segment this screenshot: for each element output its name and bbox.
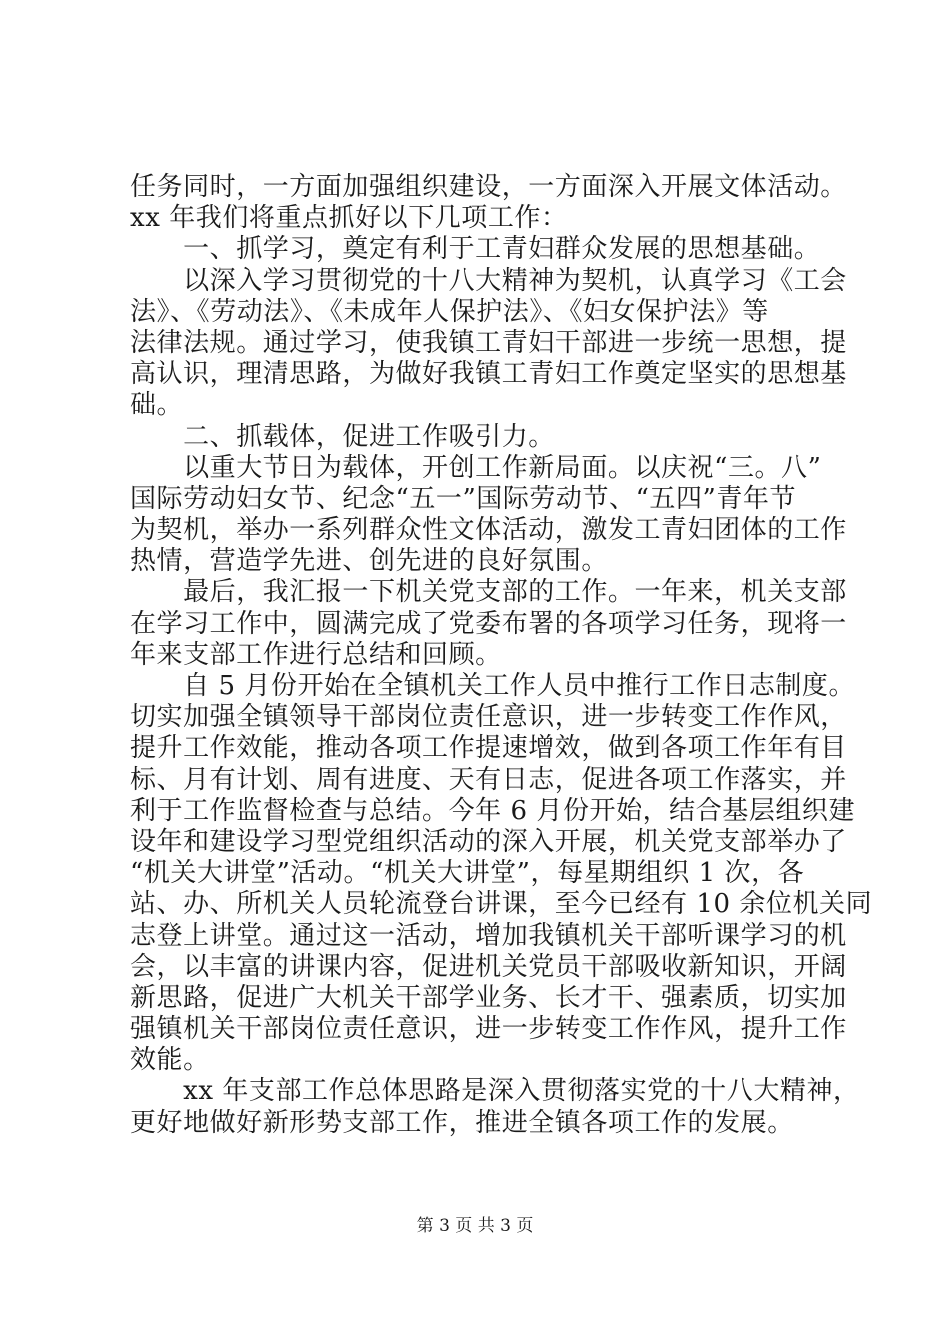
text-line: 为契机，举办一系列群众性文体活动，激发工青妇团体的工作 [130,515,847,546]
text-line: 强镇机关干部岗位责任意识，进一步转变工作作风，提升工作 [130,1014,847,1045]
text-line: xx 年支部工作总体思路是深入贯彻落实党的十八大精神， [130,1076,860,1107]
text-line: 年来支部工作进行总结和回顾。 [130,639,502,670]
text-line: 标、月有计划、周有进度、天有日志，促进各项工作落实，并 [130,764,847,795]
text-line: 会，以丰富的讲课内容，促进机关党员干部吸收新知识，开阔 [130,951,847,982]
text-line: 任务同时，一方面加强组织建设，一方面深入开展文体活动。 [130,172,847,202]
heading-line: 一、抓学习，奠定有利于工青妇群众发展的思想基础。 [130,234,821,265]
text-line: 切实加强全镇领导干部岗位责任意识，进一步转变工作作风， [130,702,847,733]
text-line: 更好地做好新形势支部工作，推进全镇各项工作的发展。 [130,1107,794,1138]
heading-line: 二、抓载体，促进工作吸引力。 [130,421,555,452]
text-line: 在学习工作中，圆满完成了党委布署的各项学习任务，现将一 [130,608,847,639]
text-line: 热情，营造学先进、创先进的良好氛围。 [130,546,608,577]
text-line: 设年和建设学习型党组织活动的深入开展，机关党支部举办了 [130,826,847,857]
text-line: xx 年我们将重点抓好以下几项工作： [130,203,568,234]
text-line: 以深入学习贯彻党的十八大精神为契机，认真学习《工会 [130,265,847,296]
page-number-footer: 第 3 页 共 3 页 [416,1216,534,1236]
document-body [130,172,873,1139]
text-line: 站、办、所机关人员轮流登台讲课，至今已经有 10 余位机关同 [130,889,873,920]
text-line: 最后，我汇报一下机关党支部的工作。一年来，机关支部 [130,577,847,608]
text-line: 志登上讲堂。通过这一活动，增加我镇机关干部听课学习的机 [130,920,847,951]
text-line: 国际劳动妇女节、纪念“五一”国际劳动节、“五四”青年节 [130,483,797,514]
text-line: 础。 [130,390,184,421]
text-line: 法》、《劳动法》、《未成年人保护法》、《妇女保护法》等 [130,296,769,327]
text-line: 新思路，促进广大机关干部学业务、长才干、强素质，切实加 [130,982,847,1013]
text-line: 利于工作监督检查与总结。今年 6 月份开始，结合基层组织建 [130,795,856,826]
text-line: 高认识，理清思路，为做好我镇工青妇工作奠定坚实的思想基 [130,359,847,390]
text-line: “机关大讲堂”活动。“机关大讲堂”，每星期组织 1 次，各 [130,858,805,889]
text-line: 法律法规。通过学习，使我镇工青妇干部进一步统一思想，提 [130,327,847,358]
text-line: 效能。 [130,1045,210,1076]
text-line: 以重大节日为载体，开创工作新局面。以庆祝“三。八” [130,452,822,483]
text-line: 自 5 月份开始在全镇机关工作人员中推行工作日志制度。 [130,671,856,701]
text-line: 提升工作效能，推动各项工作提速增效，做到各项工作年有目 [130,733,847,764]
